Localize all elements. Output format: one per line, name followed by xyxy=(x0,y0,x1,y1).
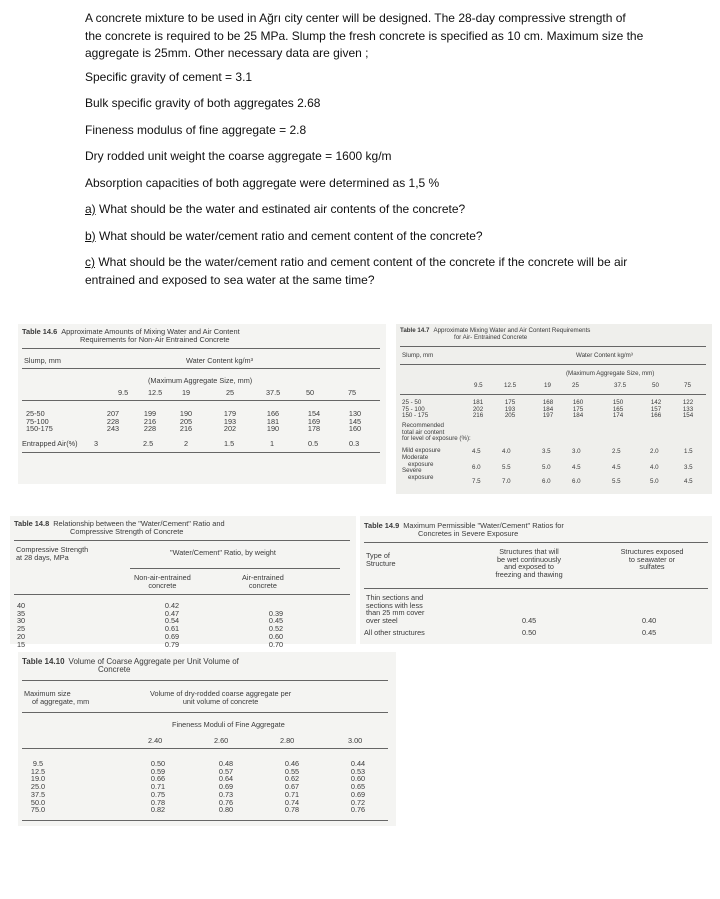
water-column: 207 228 243 xyxy=(106,409,120,434)
water-column: 179 193 202 xyxy=(223,409,237,434)
fm-header: 3.00 xyxy=(348,736,363,745)
table-14-6 xyxy=(18,324,386,484)
column-header: Water Content kg/m³ xyxy=(186,356,254,365)
part-tag: c) xyxy=(85,255,95,269)
water-column: 175 193 205 xyxy=(504,399,516,420)
air-value: 4.5 xyxy=(472,448,481,455)
air-value: 5.0 xyxy=(650,478,659,485)
data-line: Dry rodded unit weight the coarse aggregate = 1600 kg/m xyxy=(85,149,392,163)
air-value: 0.5 xyxy=(308,439,319,448)
water-column: 142 157 166 xyxy=(650,399,662,420)
table-14-9 xyxy=(360,516,712,644)
water-column: 166 181 190 xyxy=(266,409,280,434)
exposure-label: Moderate xyxy=(402,453,429,461)
column-header: Non-air-entrained xyxy=(134,573,191,582)
wc-value: 0.40 xyxy=(642,616,657,625)
table-14-7 xyxy=(396,324,712,494)
table-14-8 xyxy=(10,516,356,649)
part-tag: b) xyxy=(85,228,96,243)
table-number: Table 14.7 xyxy=(400,327,430,334)
wc-value: 0.45 xyxy=(642,628,657,637)
size-column: 9.5 12.5 19.0 25.0 37.5 50.0 75.0 xyxy=(30,759,46,815)
column-header: Fineness Moduli of Fine Aggregate xyxy=(172,720,285,729)
column-header: of aggregate, mm xyxy=(32,696,90,706)
air-heading: for level of exposure (%): xyxy=(402,435,471,443)
air-value: 6.0 xyxy=(542,478,551,485)
part-text: What should be the water and estinated air contents of the concrete? xyxy=(95,202,466,216)
column-header: Structures that will be wet continuously and exposed to freezing and thawing xyxy=(495,547,563,580)
data-line: Absorption capacities of both aggregate were determined as 1,5 % xyxy=(85,175,440,190)
slump-label: 75-100 xyxy=(26,416,49,426)
column-header: Slump, mm xyxy=(24,356,61,365)
air-value: 4.0 xyxy=(502,448,511,455)
air-value: 0.3 xyxy=(349,439,360,448)
water-column: 190 205 216 xyxy=(179,409,193,434)
table-14-10 xyxy=(18,652,396,826)
column-header: at 28 days, MPa xyxy=(16,552,69,562)
air-value: 5.5 xyxy=(612,478,621,485)
table-number: Table 14.6 xyxy=(22,327,58,336)
air-value: 3.0 xyxy=(572,448,581,455)
volume-column: 0.50 0.59 0.66 0.71 0.75 0.78 0.82 xyxy=(150,759,166,815)
air-value: 6.0 xyxy=(472,464,481,471)
size-header: 75 xyxy=(348,388,357,397)
size-header: 9.5 xyxy=(474,382,483,389)
table-title: Compressive Strength of Concrete xyxy=(70,527,184,536)
table-number: Table 14.8 xyxy=(14,519,50,528)
air-value: 4.0 xyxy=(650,464,659,471)
data-line: Fineness modulus of fine aggregate = 2.8 xyxy=(85,122,307,137)
size-header: 25 xyxy=(226,388,235,397)
air-value: 1.5 xyxy=(684,448,693,455)
size-header: 37.5 xyxy=(614,382,627,389)
air-value: 2.5 xyxy=(612,448,621,455)
air-value: 3.5 xyxy=(684,464,693,471)
column-header: unit volume of concrete xyxy=(182,696,259,706)
wc-column-air: 0.39 0.45 0.52 0.60 0.70 xyxy=(268,608,284,649)
table-title: for Air- Entrained Concrete xyxy=(454,334,528,341)
table-number: Table 14.9 xyxy=(364,521,400,530)
air-value: 4.5 xyxy=(612,464,621,471)
size-header: 9.5 xyxy=(118,388,129,397)
table-title: Requirements for Non-Air Entrained Concrete xyxy=(80,335,230,344)
slump-label: 25-50 xyxy=(26,409,45,418)
column-header: Volume of dry-rodded coarse aggregate per xyxy=(150,689,292,698)
part-text: What should be water/cement ratio and cement content of the concrete? xyxy=(95,228,483,243)
air-heading: Recommended xyxy=(402,422,444,429)
question-block xyxy=(85,10,645,289)
water-column: 154 169 178 xyxy=(307,409,321,434)
water-column: 150 165 174 xyxy=(612,399,624,420)
wc-column-non-air: 0.42 0.47 0.54 0.61 0.69 0.79 xyxy=(164,601,180,649)
column-header: Slump, mm xyxy=(402,352,434,359)
column-header: Air-entrained xyxy=(242,573,284,582)
size-header: 12.5 xyxy=(148,388,163,397)
volume-column: 0.46 0.55 0.62 0.67 0.71 0.74 0.78 xyxy=(284,759,300,815)
water-column: 160 175 184 xyxy=(572,399,584,420)
table-title: Approximate Amounts of Mixing Water and Air Content xyxy=(61,327,240,336)
question-intro: A concrete mixture to be used in Ağrı city center will be designed. The 28-day compressive strength of the concrete is required to be 25 MPa. Slump the fresh concrete is specified as 10 cm. Maximum size the aggregate is 25mm. Other necessary data are given ; xyxy=(85,11,644,60)
exposure-label: Severe xyxy=(402,467,422,475)
air-value: 2.0 xyxy=(650,448,659,455)
question-part-c xyxy=(85,254,645,289)
part-text: What should be the water/cement ratio and cement content of the concrete if the concrete will be air entrained and exposed to sea water at the same time? xyxy=(85,255,628,287)
wc-value: 0.45 xyxy=(522,616,537,625)
data-line: Bulk specific gravity of both aggregates 2.68 xyxy=(85,96,321,110)
table-title: Volume of Coarse Aggregate per Unit Volume of xyxy=(68,657,239,666)
air-value: 4.5 xyxy=(572,464,581,471)
size-header: 50 xyxy=(306,388,315,397)
size-header: 75 xyxy=(684,382,691,389)
air-value: 1 xyxy=(270,439,275,448)
slump-label: 25 - 50 xyxy=(402,399,422,406)
strength-column: 40 35 30 25 20 15 xyxy=(16,601,26,649)
air-value: 2 xyxy=(184,439,189,448)
size-header: 19 xyxy=(544,382,551,389)
question-part-a xyxy=(85,201,645,219)
slump-label: 75 - 100 xyxy=(402,405,425,413)
air-value: 4.5 xyxy=(684,478,693,485)
column-header: concrete xyxy=(248,580,277,590)
table-title: Concretes in Severe Exposure xyxy=(418,529,519,538)
exposure-label: Mild exposure xyxy=(402,447,441,454)
volume-column: 0.44 0.53 0.60 0.65 0.69 0.72 0.76 xyxy=(350,759,366,815)
row-label: Thin sections and sections with less than 25 mm cover over steel xyxy=(366,593,425,626)
fm-header: 2.80 xyxy=(280,736,295,745)
column-header: concrete xyxy=(148,580,177,590)
air-value: 5.0 xyxy=(542,464,551,471)
table-title: Relationship between the "Water/Cement" Ratio and xyxy=(53,519,225,528)
column-header: Structure xyxy=(366,558,396,568)
size-header: 25 xyxy=(572,382,579,389)
fm-header: 2.40 xyxy=(148,736,163,745)
column-header: Type of xyxy=(366,551,390,560)
table-title: Approximate Mixing Water and Air Content Requirements xyxy=(433,327,591,334)
water-column: 130 145 160 xyxy=(348,409,362,434)
column-header: "Water/Cement" Ratio, by weight xyxy=(170,548,276,557)
water-column: 168 184 197 xyxy=(542,399,554,420)
air-value: 7.5 xyxy=(472,478,481,485)
column-header: Structures exposed to seawater or sulfates xyxy=(620,547,684,572)
wc-value: 0.50 xyxy=(522,628,537,637)
volume-column: 0.48 0.57 0.64 0.69 0.73 0.76 0.80 xyxy=(218,759,234,815)
question-part-b xyxy=(85,228,645,246)
air-value: 3 xyxy=(94,439,99,448)
slump-label: 150 - 175 xyxy=(402,412,429,420)
air-label: Entrapped Air(%) xyxy=(22,439,78,448)
column-header: Compressive Strength xyxy=(16,545,89,554)
table-title: Maximum Permissible "Water/Cement" Ratios for xyxy=(403,521,564,530)
column-header: (Maximum Aggregate Size, mm) xyxy=(148,376,253,385)
column-header: Maximum size xyxy=(24,689,71,698)
air-value: 1.5 xyxy=(224,439,235,448)
air-value: 6.0 xyxy=(572,478,581,485)
air-value: 7.0 xyxy=(502,478,511,485)
size-header: 12.5 xyxy=(504,382,517,389)
part-tag: a) xyxy=(85,202,96,216)
table-title: Concrete xyxy=(98,665,131,674)
table-number: Table 14.10 xyxy=(22,657,65,666)
water-column: 122 133 154 xyxy=(682,399,694,420)
air-heading: total air content xyxy=(402,428,445,436)
air-value: 2.5 xyxy=(143,439,154,448)
air-value: 3.5 xyxy=(542,448,551,455)
column-header: (Maximum Aggregate Size, mm) xyxy=(566,370,655,377)
air-value: 5.5 xyxy=(502,464,511,471)
water-column: 181 202 216 xyxy=(472,399,484,420)
exposure-label: exposure xyxy=(408,460,434,468)
slump-label: 150-175 xyxy=(26,424,53,434)
column-header: Water Content kg/m³ xyxy=(576,352,633,359)
size-header: 50 xyxy=(652,382,659,389)
exposure-label: exposure xyxy=(408,474,434,482)
water-column: 199 216 228 xyxy=(143,409,157,434)
row-label: All other structures xyxy=(364,628,425,637)
data-line: Specific gravity of cement = 3.1 xyxy=(85,69,253,84)
fm-header: 2.60 xyxy=(214,736,229,745)
size-header: 37.5 xyxy=(266,388,281,397)
size-header: 19 xyxy=(182,388,191,397)
